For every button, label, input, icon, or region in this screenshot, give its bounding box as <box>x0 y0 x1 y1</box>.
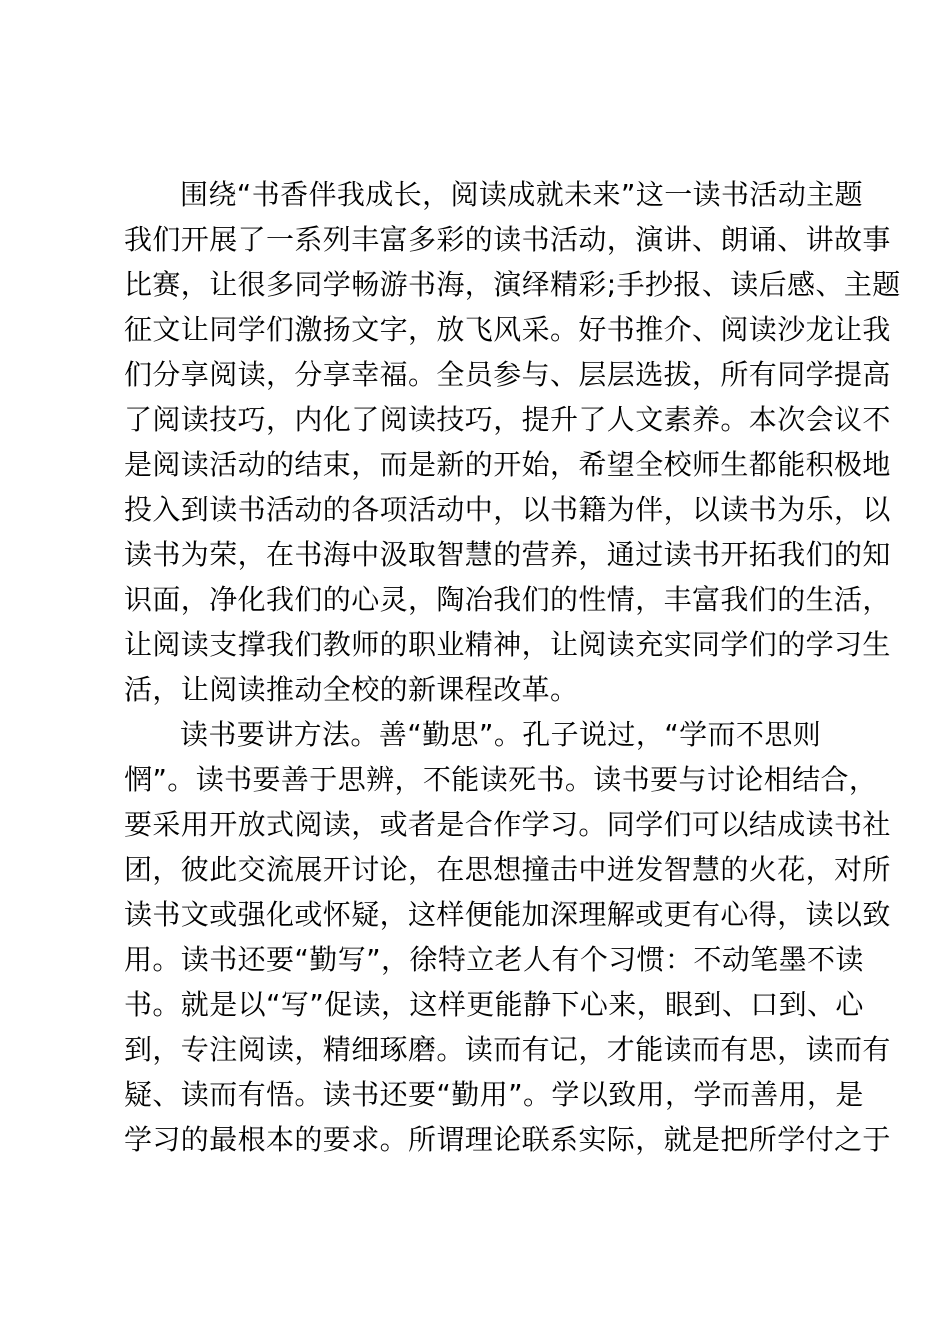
paragraph-2-line-10: 学习的最根本的要求。所谓理论联系实际，就是把所学付之于 <box>124 1123 891 1156</box>
paragraph-2-line-5: 读书文或强化或怀疑，这样便能加深理解或更有心得，读以致 <box>124 898 891 931</box>
paragraph-1-line-10: 识面，净化我们的心灵，陶冶我们的性情，丰富我们的生活， <box>124 583 891 616</box>
paragraph-1-line-1: 围绕“书香伴我成长，阅读成就未来”这一读书活动主题 <box>180 178 864 211</box>
paragraph-1-line-11: 让阅读支撑我们教师的职业精神，让阅读充实同学们的学习生 <box>124 628 891 661</box>
paragraph-1-line-3: 比赛，让很多同学畅游书海，演绎精彩;手抄报、读后感、主题 <box>124 268 901 301</box>
paragraph-2-line-2: 惘”。读书要善于思辨，不能读死书。读书要与讨论相结合， <box>124 763 878 796</box>
paragraph-2-line-6: 用。读书还要“勤写”，徐特立老人有个习惯：不动笔墨不读 <box>124 943 864 976</box>
paragraph-1-line-5: 们分享阅读，分享幸福。全员参与、层层选拔，所有同学提高 <box>124 358 891 391</box>
paragraph-1-line-7: 是阅读活动的结束，而是新的开始，希望全校师生都能积极地 <box>124 448 891 481</box>
paragraph-2-line-7: 书。就是以“写”促读，这样更能静下心来，眼到、口到、心 <box>124 988 864 1021</box>
paragraph-1-line-12: 活，让阅读推动全校的新课程改革。 <box>124 673 579 706</box>
paragraph-1-line-9: 读书为荣，在书海中汲取智慧的营养，通过读书开拓我们的知 <box>124 538 891 571</box>
paragraph-2-line-3: 要采用开放式阅读，或者是合作学习。同学们可以结成读书社 <box>124 808 891 841</box>
paragraph-2-line-9: 疑、读而有悟。读书还要“勤用”。学以致用，学而善用，是 <box>124 1078 864 1111</box>
paragraph-2-line-1: 读书要讲方法。善“勤思”。孔子说过，“学而不思则 <box>180 718 822 751</box>
paragraph-1-line-4: 征文让同学们激扬文字，放飞风采。好书推介、阅读沙龙让我 <box>124 313 891 346</box>
paragraph-2-line-8: 到，专注阅读，精细琢磨。读而有记，才能读而有思，读而有 <box>124 1033 891 1066</box>
paragraph-1-line-6: 了阅读技巧，内化了阅读技巧，提升了人文素养。本次会议不 <box>124 403 891 436</box>
paragraph-1-line-2: 我们开展了一系列丰富多彩的读书活动，演讲、朗诵、讲故事 <box>124 223 891 256</box>
paragraph-1-line-8: 投入到读书活动的各项活动中，以书籍为伴，以读书为乐，以 <box>124 493 891 526</box>
paragraph-2-line-4: 团，彼此交流展开讨论，在思想撞击中迸发智慧的火花，对所 <box>124 853 891 886</box>
